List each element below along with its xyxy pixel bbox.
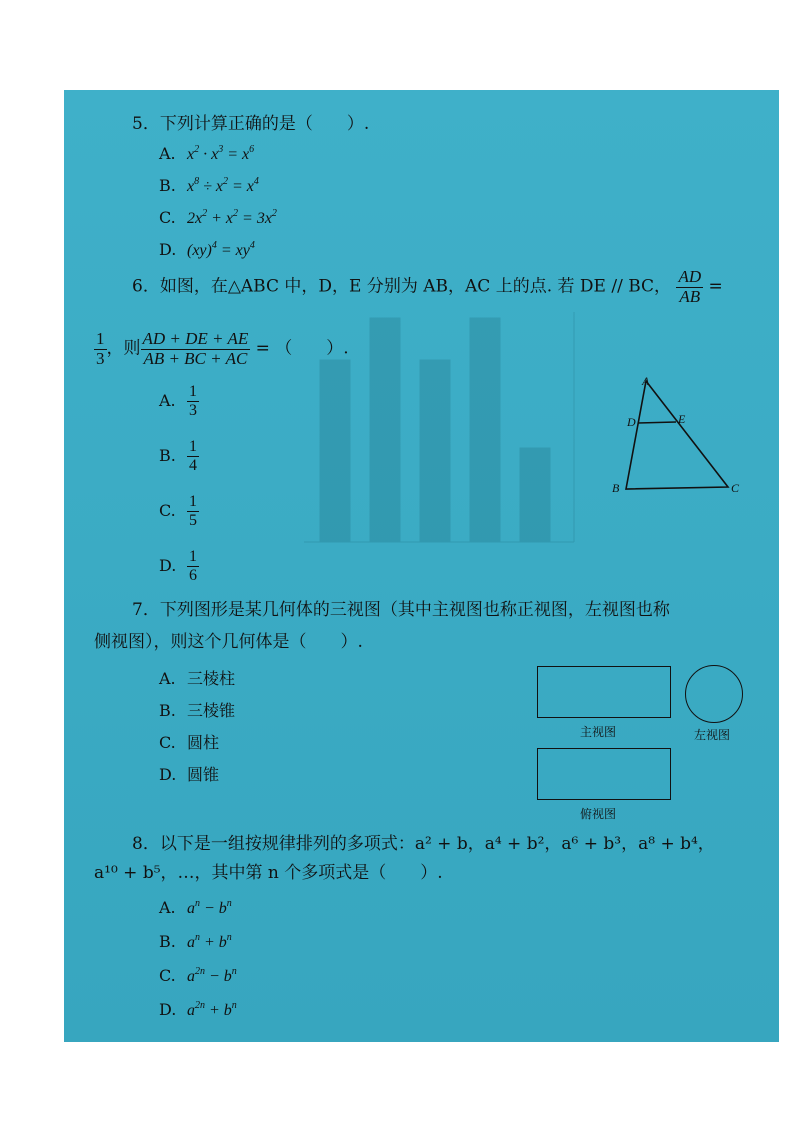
- triangle-abc: [626, 381, 728, 489]
- q7-stem-line1: 7．下列图形是某几何体的三视图（其中主视图也称正视图，左视图也称: [132, 600, 670, 620]
- q5-option-a: A. $x^2 \cdot x^3 = x^6$: [159, 144, 255, 163]
- top-view-label: 俯视图: [580, 807, 617, 821]
- q5-option-c: C. $2x^2 + x^2 = 3x^2$: [159, 208, 277, 227]
- q8-stem-line1: 8．以下是一组按规律排列的多项式：a² + b，a⁴ + b²，a⁶ + b³，a⁸ + b⁴，: [132, 834, 715, 854]
- label-b: B: [612, 481, 620, 495]
- q5-option-d: D. $(xy)^4 = xy^4$: [159, 240, 255, 259]
- q6-option-a: A. $\frac{1}{3}$: [159, 383, 197, 419]
- q5-stem: 5．下列计算正确的是（ ）.: [132, 114, 370, 134]
- q7-option-b: B. 三棱锥: [159, 701, 236, 720]
- front-view-label: 主视图: [580, 725, 617, 739]
- q8-option-a: A. $a^n - b^n$: [159, 898, 232, 917]
- q6-option-c: C. $\frac{1}{5}$: [159, 493, 197, 529]
- front-view-rectangle: [537, 666, 671, 718]
- q8-option-d: D. $a^{2n} + b^n$: [159, 1000, 237, 1019]
- segment-de: [638, 422, 676, 423]
- q7-stem-line2: 侧视图），则这个几何体是（ ）.: [94, 632, 363, 652]
- left-view-label: 左视图: [694, 728, 731, 742]
- q6-ratio-fraction: $\frac{AD}{AB}$: [678, 267, 702, 306]
- left-view-circle: [685, 665, 743, 723]
- q5-option-b: B. $x^8 \div x^2 = x^4$: [159, 176, 259, 195]
- q8-option-c: C. $a^{2n} - b^n$: [159, 966, 237, 985]
- q6-stem-line2: $\frac{1}{3}$ ，则 $\frac{AD + DE + AE}{AB + BC + AC}$ = （ ）.: [96, 329, 349, 368]
- q6-stem: 6．如图，在△ABC 中，D，E 分别为 AB，AC 上的点. 若 DE // BC， $\frac{AD}{AB}$ =: [132, 267, 723, 306]
- q6-expression-fraction: $\frac{AD + DE + AE}{AB + BC + AC}$: [142, 329, 249, 368]
- q7-option-c: C. 圆柱: [159, 733, 220, 752]
- q6-option-d: D. $\frac{1}{6}$: [159, 548, 197, 584]
- label-d: D: [627, 415, 636, 429]
- q8-stem-line2: a¹⁰ + b⁵，…，其中第 n 个多项式是（ ）.: [94, 863, 443, 883]
- label-a: A: [642, 374, 650, 388]
- top-view-rectangle: [537, 748, 671, 800]
- q7-option-a: A. 三棱柱: [159, 669, 236, 688]
- exam-page: [64, 90, 779, 1042]
- q7-option-d: D. 圆锥: [159, 765, 220, 784]
- label-e: E: [678, 412, 686, 426]
- label-c: C: [731, 481, 740, 495]
- q6-option-b: B. $\frac{1}{4}$: [159, 438, 197, 474]
- q8-option-b: B. $a^n + b^n$: [159, 932, 232, 951]
